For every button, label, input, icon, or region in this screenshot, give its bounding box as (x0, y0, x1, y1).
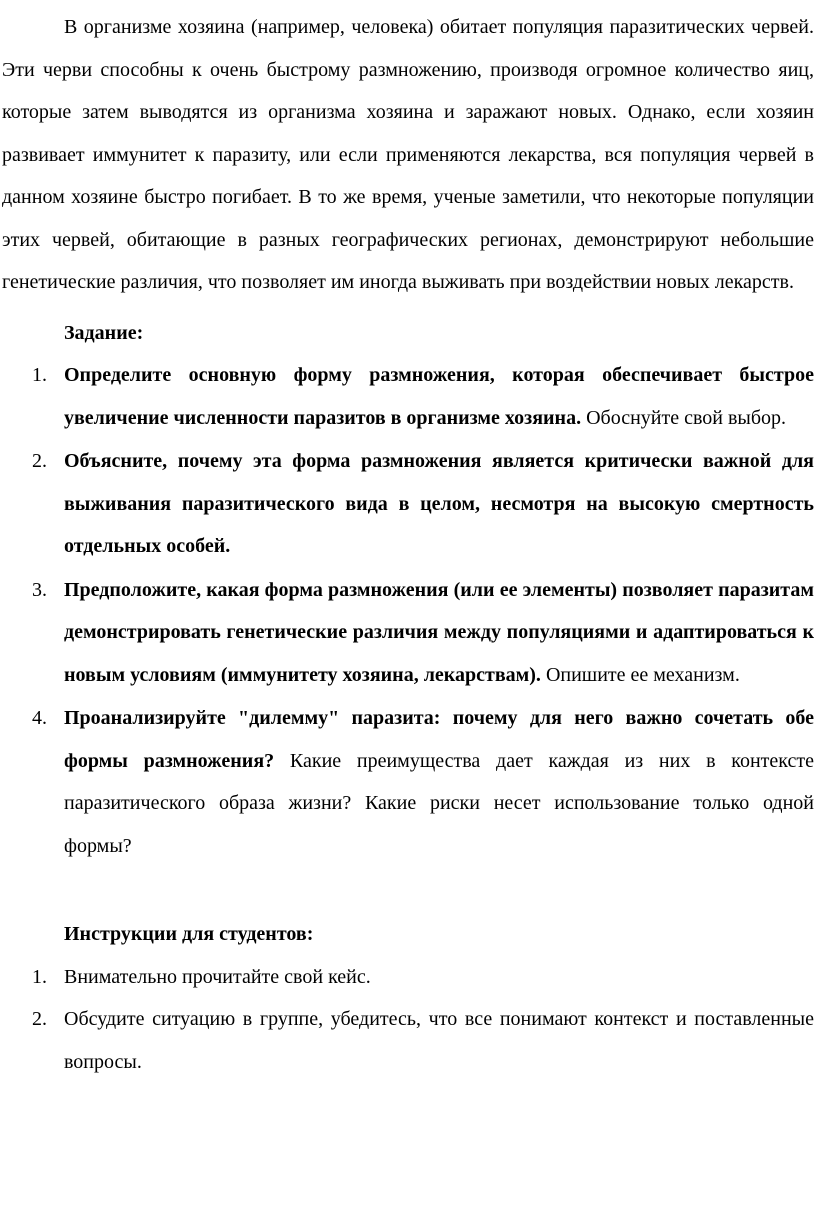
task-normal-text: Опишите ее механизм. (540, 663, 740, 686)
intro-paragraph: В организме хозяина (например, человека) обитает популяция паразитических червей. Эти черви способны к очень быстрому размножению, производя огромное количество яиц, которые затем выводятся из организма хозяина и заражают новых. Однако, если хозяин развивает иммунитет к паразиту, или если применяются лекарства, вся популяция червей в данном хозяине быстро погибает. В то же время, ученые заметили, что некоторые популяции этих червей, обитающие в разных географических регионах, демонстрируют небольшие генетические различия, что позволяет им иногда выживать при воздействии новых лекарств. (2, 16, 814, 293)
task-number: 4. (32, 707, 47, 729)
task-item-2 (2, 440, 814, 568)
instructions-heading: Инструкции для студентов: (64, 923, 314, 945)
task-number: 3. (32, 578, 47, 601)
instructions-list (2, 956, 814, 1084)
task-item-3 (2, 569, 814, 697)
instruction-number: 2. (32, 1008, 47, 1030)
task-item-4 (2, 697, 814, 867)
task-normal-text: Какие преимущества дает каждая из них в контексте паразитического образа жизни? Какие риски несет использование только одной формы? (64, 749, 814, 857)
instruction-text: Обсудите ситуацию в группе, убедитесь, что все понимают контекст и поставленные вопросы. (64, 1008, 814, 1073)
task-bold-text: Объясните, почему эта форма размножения является критически важной для выживания паразитического вида в целом, несмотря на высокую смертность отдельных особей. (64, 450, 814, 557)
task-normal-text: Обоснуйте свой выбор. (581, 406, 787, 429)
instruction-item-1 (2, 956, 814, 999)
task-list (2, 354, 814, 867)
instruction-text: Внимательно прочитайте свой кейс. (64, 965, 371, 988)
instruction-item-2 (2, 998, 814, 1083)
task-bold-text: Проанализируйте "дилемму" паразита: почему для него важно сочетать обе формы размножения? (64, 707, 814, 772)
task-bold-text: Предположите, какая форма размножения (или ее элементы) позволяет паразитам демонстрировать генетические различия между популяциями и адаптироваться к новым условиям (иммунитету хозяина, лекарствам). (64, 578, 814, 686)
task-item-1 (2, 354, 814, 439)
task-heading: Задание: (64, 321, 144, 344)
task-number: 1. (32, 364, 47, 386)
task-number: 2. (32, 450, 47, 472)
instruction-number: 1. (32, 965, 47, 988)
task-bold-text: Определите основную форму размножения, которая обеспечивает быстрое увеличение численности паразитов в организме хозяина. (64, 364, 814, 429)
